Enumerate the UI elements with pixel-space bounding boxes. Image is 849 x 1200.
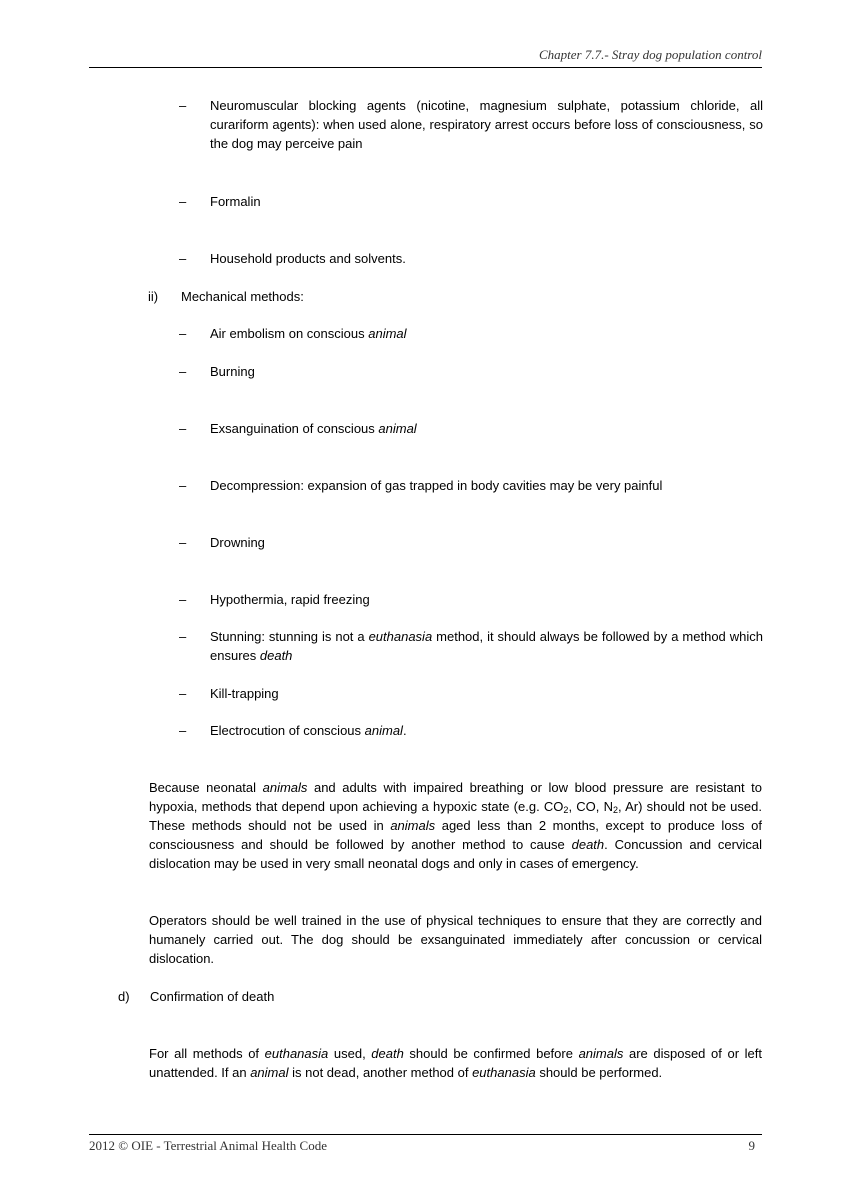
list-item — [179, 192, 763, 211]
list-item — [179, 96, 763, 153]
paragraph-operators: Operators should be well trained in the use of physical techniques to ensure that they are correctly and humanely carried out. The dog should be exsanguinated immediately after concussion or cervical dislocation. — [149, 913, 762, 966]
section-number: d) — [118, 989, 130, 1004]
list-item — [179, 721, 763, 740]
list-item-text: Formalin — [210, 194, 261, 209]
list-dash: – — [179, 98, 187, 113]
footer-rule — [89, 1134, 762, 1135]
running-header: Chapter 7.7.- Stray dog population control — [538, 47, 762, 62]
list-item-text: Electrocution of conscious animal. — [210, 723, 407, 738]
list-item — [179, 324, 763, 343]
list-item — [179, 627, 763, 665]
list-dash: – — [179, 629, 187, 644]
header-rule — [89, 67, 762, 68]
list-item-text: Burning — [210, 364, 255, 379]
list-item — [179, 476, 763, 495]
footer-source: 2012 © OIE - Terrestrial Animal Health Code — [89, 1138, 327, 1153]
list-item — [179, 684, 763, 703]
list-item-text: Decompression: expansion of gas trapped in body cavities may be very painful — [210, 478, 663, 493]
list-item — [179, 533, 763, 552]
list-dash: – — [179, 592, 187, 607]
list-dash: – — [179, 326, 187, 341]
list-item-text: Kill-trapping — [210, 686, 279, 701]
list-item-text: Stunning: stunning is not a euthanasia method, it should always be followed by a method which ensures death — [210, 629, 763, 663]
list-dash: – — [179, 478, 187, 493]
list-dash: – — [179, 194, 187, 209]
list-item — [179, 590, 763, 609]
section-number: ii) — [148, 289, 159, 304]
list-dash: – — [179, 535, 187, 550]
list-dash: – — [179, 364, 187, 379]
paragraph-neonatal: Because neonatal animals and adults with impaired breathing or low blood pressure are resistant to hypoxia, methods that depend upon achieving a hypoxic state (e.g. $CO_2$, CO, $N_2$, Ar) should not be used. These methods should not be used in animals aged less than 2 months, except to produce loss of consciousness and should be followed by another method to cause death. Concussion and cervical dislocation may be used in very small neonatal dogs and only in cases of emergency. — [149, 780, 762, 871]
list-item-text: Neuromuscular blocking agents (nicotine, magnesium sulphate, potassium chloride, all curariform agents): when used alone, respiratory arrest occurs before loss of consciousness, so the dog may perceive pain — [210, 98, 763, 151]
list-item-text: Household products and solvents. — [210, 251, 406, 266]
list-item-text: Hypothermia, rapid freezing — [210, 592, 370, 607]
list-dash: – — [179, 251, 187, 266]
list-item — [179, 362, 763, 381]
list-item-text: Drowning — [210, 535, 265, 550]
list-item-text: Exsanguination of conscious animal — [210, 421, 417, 436]
list-dash: – — [179, 421, 187, 436]
list-dash: – — [179, 686, 187, 701]
section-label: Mechanical methods: — [181, 289, 304, 304]
list-item — [179, 249, 763, 268]
list-item — [179, 419, 763, 438]
page-number: 9 — [748, 1138, 755, 1153]
paragraph-confirmation: For all methods of euthanasia used, death should be confirmed before animals are disposed of or left unattended. If an animal is not dead, another method of euthanasia should be performed. — [149, 1046, 762, 1080]
list-dash: – — [179, 723, 187, 738]
list-item-text: Air embolism on conscious animal — [210, 326, 407, 341]
section-label: Confirmation of death — [150, 989, 275, 1004]
